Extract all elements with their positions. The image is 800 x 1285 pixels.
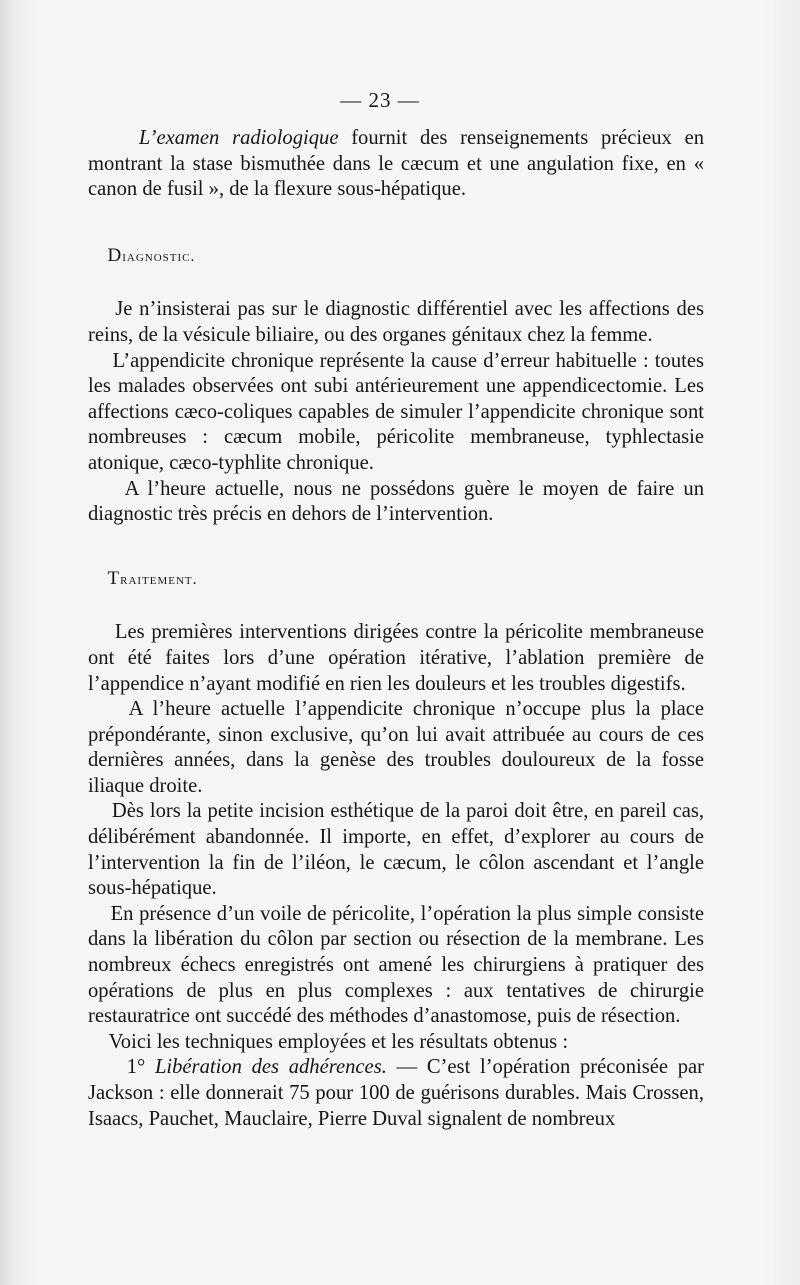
numbered-item-title: Libération des adhérences. <box>154 1056 387 1079</box>
body-text <box>88 126 704 1132</box>
intro-paragraph <box>88 126 704 203</box>
heading-diagnostic: Diagnostic. <box>107 244 196 266</box>
page-number: — 23 — <box>340 88 420 112</box>
diagnostic-paragraph-2: L’appendicite chronique représente la cause d’erreur habituelle : toutes les malades observées ont subi antérieurement une appendicectomie. Les affections cæco-coliques capables de simuler l’appendicite chronique sont nombreuses : cæcum mobile, péricolite membraneuse, typhlectasie atonique, cæco-typhlite chronique. <box>88 349 704 474</box>
numbered-item-number: 1° <box>126 1056 146 1079</box>
diagnostic-paragraph-3: A l’heure actuelle, nous ne possédons guère le moyen de faire un diagnostic très précis en dehors de l’intervention. <box>88 477 704 526</box>
intro-text: fournit des renseignements précieux en montrant la stase bismuthée dans le cæcum et une angulation fixe, en « canon de fusil », de la flexure sous-hépatique. <box>88 127 705 201</box>
heading-traitement: Traitement. <box>107 567 198 589</box>
numbered-item-text: — C’est l’opération préconisée par Jackson : elle donnerait 75 pour 100 de guérisons durables. Mais Crossen, Isaacs, Pauchet, Mauclaire, Pierre Duval signalent de nombreux <box>88 1056 705 1130</box>
traitement-paragraph-1: Les premières interventions dirigées contre la péricolite membraneuse ont été faites lors d’une opération itérative, l’ablation première de l’appendice n’ayant modifié en rien les douleurs et les troubles digestifs. <box>88 621 705 695</box>
traitement-paragraph-4: En présence d’un voile de péricolite, l’opération la plus simple consiste dans la libération du côlon par section ou résection de la membrane. Les nombreux échecs enregistrés ont amené les chirurgiens à pratiquer des opérations de plus en plus complexes : aux tentatives de chirurgie restauratrice ont succédé des méthodes d’anastomose, puis de résection. <box>88 902 704 1028</box>
numbered-item-1 <box>88 1055 704 1132</box>
traitement-paragraph-3: Dès lors la petite incision esthétique de la paroi doit être, en pareil cas, délibérément abandonnée. Il importe, en effet, d’explorer au cours de l’intervention la fin de l’iléon, le cæcum, le côlon ascendant et l’angle sous-hépatique. <box>88 800 705 900</box>
traitement-paragraph-5: Voici les techniques employées et les résultats obtenus : <box>108 1030 569 1053</box>
intro-italic-lead: L’examen radiologique <box>138 127 339 149</box>
diagnostic-paragraph-1: Je n’insisterai pas sur le diagnostic différentiel avec les affections des reins, de la vésicule biliaire, ou des organes génitaux chez la femme. <box>88 298 704 346</box>
traitement-paragraph-2: A l’heure actuelle l’appendicite chronique n’occupe plus la place prépondérante, sinon exclusive, qu’on lui avait attribuée au cours de ces dernières années, dans la genèse des troubles douloureux de la fosse iliaque droite. <box>88 698 705 797</box>
